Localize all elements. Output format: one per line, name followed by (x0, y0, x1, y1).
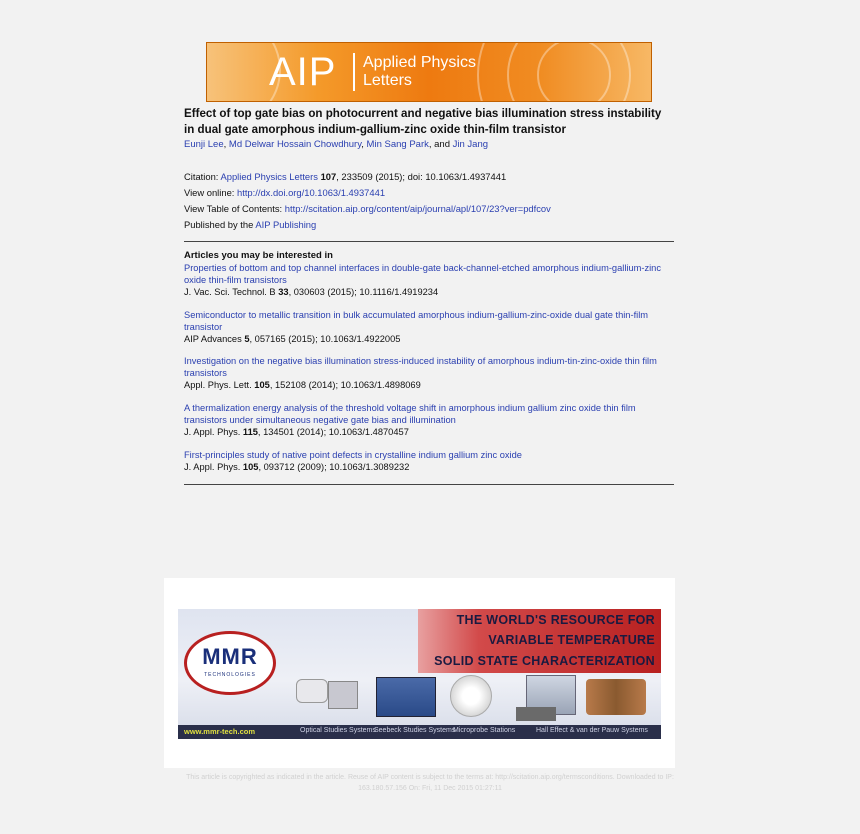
optical-cryostat-image (296, 679, 328, 703)
ad-headline-2: VARIABLE TEMPERATURE (488, 633, 655, 647)
related-article-citation: J. Appl. Phys. 115, 134501 (2014); 10.1063/1.4870457 (184, 427, 409, 437)
view-online-label: View online: (184, 187, 235, 198)
ad-footer-label: Seebeck Studies Systems (374, 727, 456, 734)
journal-name-line2: Letters (363, 72, 412, 89)
banner-divider (353, 53, 355, 91)
related-article (184, 309, 674, 345)
ad-footer-bar (178, 725, 661, 739)
related-article-citation: J. Vac. Sci. Technol. B 33, 030603 (2015); 10.1116/1.4919234 (184, 287, 439, 297)
ad-url-link[interactable]: www.mmr-tech.com (184, 727, 255, 736)
view-online-line (184, 187, 385, 198)
related-article (184, 449, 674, 473)
related-article-title-link[interactable]: Investigation on the negative bias illumination stress-induced instability of amorphous indium-tin-zinc-oxide thin film transistors (184, 356, 657, 378)
published-label: Published by the (184, 219, 254, 230)
author-link[interactable]: Eunji Lee (184, 139, 224, 150)
ad-headline-1: THE WORLD'S RESOURCE FOR (456, 613, 655, 627)
related-article (184, 355, 674, 391)
related-articles-heading: Articles you may be interested in (184, 250, 333, 261)
banner-swirl-decoration (537, 42, 611, 102)
author-link[interactable]: Min Sang Park (366, 139, 429, 150)
related-article-title-link[interactable]: Semiconductor to metallic transition in bulk accumulated amorphous indium-gallium-zinc-oxide dual gate thin-film transistor (184, 310, 649, 332)
mmr-advertisement[interactable] (178, 609, 661, 739)
citation-rest: , 233509 (2015); doi: 10.1063/1.4937441 (336, 171, 507, 182)
ad-footer-label: Hall Effect & van der Pauw Systems (536, 727, 648, 734)
author-list: Eunji Lee, Md Delwar Hossain Chowdhury, Min Sang Park, and Jin Jang (184, 139, 489, 150)
ad-footer-label: Optical Studies Systems (300, 727, 376, 734)
publisher-link[interactable]: AIP Publishing (255, 219, 317, 230)
journal-name-line1: Applied Physics (363, 54, 476, 71)
citation-volume: 107 (320, 171, 337, 182)
copyright-notice (150, 772, 710, 794)
citation-journal-link[interactable]: Applied Physics Letters (220, 171, 318, 182)
copyright-line2: 163.180.57.156 On: Fri, 11 Dec 2015 01:27:11 (358, 785, 502, 792)
microprobe-stage-image (450, 675, 492, 717)
related-article-title-link[interactable]: Properties of bottom and top channel interfaces in double-gate back-channel-etched amorphous indium-gallium-zinc oxide thin-film transistors (184, 263, 661, 285)
journal-banner[interactable] (206, 42, 652, 102)
toc-link[interactable]: http://scitation.aip.org/content/aip/journal/apl/107/23?ver=pdfcov (284, 203, 551, 214)
divider-bottom (184, 484, 674, 485)
publisher-line (184, 219, 316, 230)
toc-line (184, 203, 551, 214)
related-article-title-link[interactable]: A thermalization energy analysis of the threshold voltage shift in amorphous indium gallium zinc oxide thin film transistors under simultaneous negative gate bias and illumination (184, 403, 636, 425)
related-article-citation: AIP Advances 5, 057165 (2015); 10.1063/1.4922005 (184, 334, 401, 344)
related-article-title-link[interactable]: First-principles study of native point defects in crystalline indium gallium zinc oxide (184, 450, 522, 460)
magnet-system-image (586, 679, 646, 715)
sample-holder-image (328, 681, 358, 709)
ad-footer-label: Microprobe Stations (453, 727, 516, 734)
author-link[interactable]: Md Delwar Hossain Chowdhury (228, 139, 362, 150)
author-link[interactable]: Jin Jang (452, 139, 489, 150)
journal-name (363, 54, 476, 90)
toc-label: View Table of Contents: (184, 203, 283, 214)
mmr-logo: MMR TECHNOLOGIES (184, 631, 276, 695)
related-article-citation: Appl. Phys. Lett. 105, 152108 (2014); 10.1063/1.4898069 (184, 380, 421, 390)
divider-top (184, 241, 674, 242)
copyright-line1: This article is copyrighted as indicated in the article. Reuse of AIP content is subject to the terms at: http://scitation.aip.org/termsconditions. Downloaded to IP: (186, 774, 674, 781)
aip-logo: AIP (269, 50, 337, 94)
related-article (184, 262, 674, 298)
seebeck-controller-image (376, 677, 436, 717)
author-and: and (434, 139, 450, 150)
ad-headline-3: SOLID STATE CHARACTERIZATION (434, 654, 655, 668)
citation-label: Citation: (184, 171, 219, 182)
article-title: Effect of top gate bias on photocurrent and negative bias illumination stress instability in dual gate amorphous indium-gallium-zinc oxide thin-film transistor (184, 107, 662, 136)
related-article-citation: J. Appl. Phys. 105, 093712 (2009); 10.1063/1.3089232 (184, 462, 410, 472)
electronics-board-image (516, 707, 556, 721)
citation-line (184, 171, 506, 182)
view-online-link[interactable]: http://dx.doi.org/10.1063/1.4937441 (237, 187, 386, 198)
related-article (184, 402, 674, 438)
